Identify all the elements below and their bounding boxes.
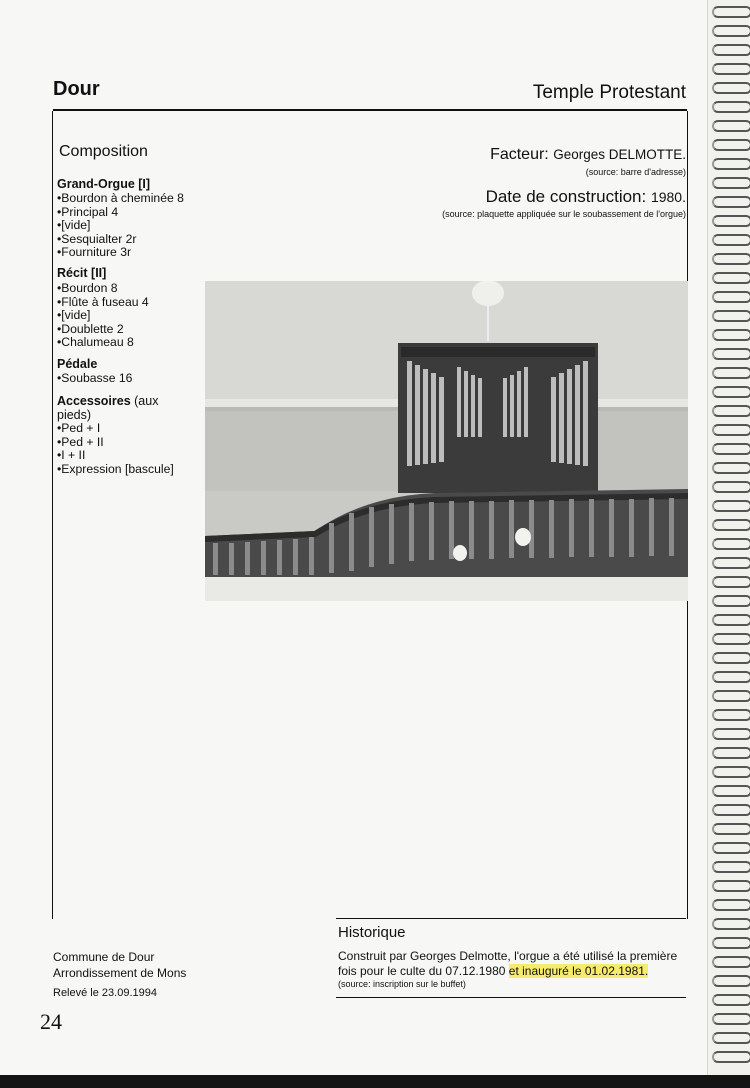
binding-coil [712,139,750,151]
footer-commune: Commune de Dour [53,950,155,964]
date-source: (source: plaquette appliquée sur le soubassement de l'orgue) [442,209,686,219]
binding-coil [712,652,750,664]
date-label: Date de construction: [485,187,651,206]
historique-top-rule [336,918,686,919]
stop-item: • Sesquialter 2r [57,233,184,247]
accessories-list [57,422,174,476]
binding-coil [712,215,750,227]
binding-coil [712,253,750,265]
binding-coil [712,975,750,987]
binding-coil [712,500,750,512]
accessories-label: Accessoires [57,394,131,408]
binding-coil [712,690,750,702]
stop-item: • [vide] [57,309,149,323]
binding-coil [712,538,750,550]
historique-text-highlight: et inauguré le 01.02.1981. [508,964,649,978]
stop-item: • Fourniture 3r [57,246,184,260]
binding-coil [712,842,750,854]
place-name: Dour [53,78,100,100]
recit-stops [57,282,149,350]
binding-coil [712,937,750,949]
binding-coil [712,367,750,379]
binding-coil [712,671,750,683]
binding-coil [712,481,750,493]
accessory-item: • Ped + I [57,422,174,436]
desk-background [0,1075,750,1088]
binding-coil [712,101,750,113]
binding-coil [712,747,750,759]
binding-coil [712,861,750,873]
binding-coil [712,956,750,968]
grand-orgue-title: Grand-Orgue [I] [57,177,151,191]
binding-coil [712,82,750,94]
accessory-item: • I + II [57,449,174,463]
grand-orgue-stops [57,192,184,260]
binding-coil [712,424,750,436]
pedale-title: Pédale [57,357,98,371]
binding-coil [712,6,750,18]
binding-coil [712,785,750,797]
building-name: Temple Protestant [532,82,686,103]
binding-coil [712,804,750,816]
spiral-binding [707,0,750,1078]
binding-coil [712,272,750,284]
binding-coil [712,177,750,189]
binding-coil [712,766,750,778]
stop-item: • Principal 4 [57,206,184,220]
binding-coil [712,633,750,645]
date-line [486,187,686,207]
binding-coil [712,880,750,892]
binding-coil [712,918,750,930]
binding-coil [712,63,750,75]
organ-photo [205,281,688,601]
binding-coil [712,291,750,303]
historique-text-plain: Construit par Georges Delmotte, l'orgue a été utilisé la première fois pour le culte du 07.12.1980 [338,949,678,978]
binding-coil [712,196,750,208]
binding-coil [712,994,750,1006]
builder-line [490,146,686,164]
stop-item: • [vide] [57,219,184,233]
page-number: 24 [40,1009,62,1034]
builder-value: Georges DELMOTTE. [553,147,686,162]
binding-coil [712,386,750,398]
accessory-item: • Expression [bascule] [57,463,174,477]
stop-item: • Bourdon à cheminée 8 [57,192,184,206]
binding-coil [712,443,750,455]
binding-coil [712,709,750,721]
historique-title: Historique [338,924,406,941]
date-value: 1980. [650,189,686,205]
stop-item: • Bourdon 8 [57,282,149,296]
footer-releve: Relevé le 23.09.1994 [53,987,157,999]
recit-title: Récit [II] [57,266,107,280]
stop-item: • Soubasse 16 [57,372,132,386]
binding-coil [712,1013,750,1025]
binding-coil [712,595,750,607]
binding-coil [712,310,750,322]
binding-coil [712,614,750,626]
binding-coil [712,348,750,360]
builder-source: (source: barre d'adresse) [585,167,686,177]
accessory-item: • Ped + II [57,436,174,450]
binding-coil [712,576,750,588]
binding-coil [712,1051,750,1063]
binding-coil [712,120,750,132]
stop-item: • Chalumeau 8 [57,336,149,350]
stop-item: • Flûte à fuseau 4 [57,296,149,310]
binding-coil [712,823,750,835]
footer-arrondissement: Arrondissement de Mons [53,966,187,980]
binding-coil [712,519,750,531]
binding-coil [712,25,750,37]
composition-title: Composition [59,143,148,160]
binding-coil [712,899,750,911]
binding-coil [712,1032,750,1044]
accessories-note: (aux pieds) [57,394,159,422]
binding-coil [712,405,750,417]
accessories-title [57,394,187,422]
historique-text [338,949,688,979]
binding-coil [712,234,750,246]
binding-coil [712,462,750,474]
pedale-stops [57,372,132,386]
builder-label: Facteur: [490,146,554,163]
historique-bottom-rule [336,997,686,998]
binding-coil [712,329,750,341]
historique-source: (source: inscription sur le buffet) [338,979,466,989]
binding-coil [712,44,750,56]
binding-coil [712,728,750,740]
binding-coil [712,158,750,170]
binding-coil [712,557,750,569]
stop-item: • Doublette 2 [57,323,149,337]
